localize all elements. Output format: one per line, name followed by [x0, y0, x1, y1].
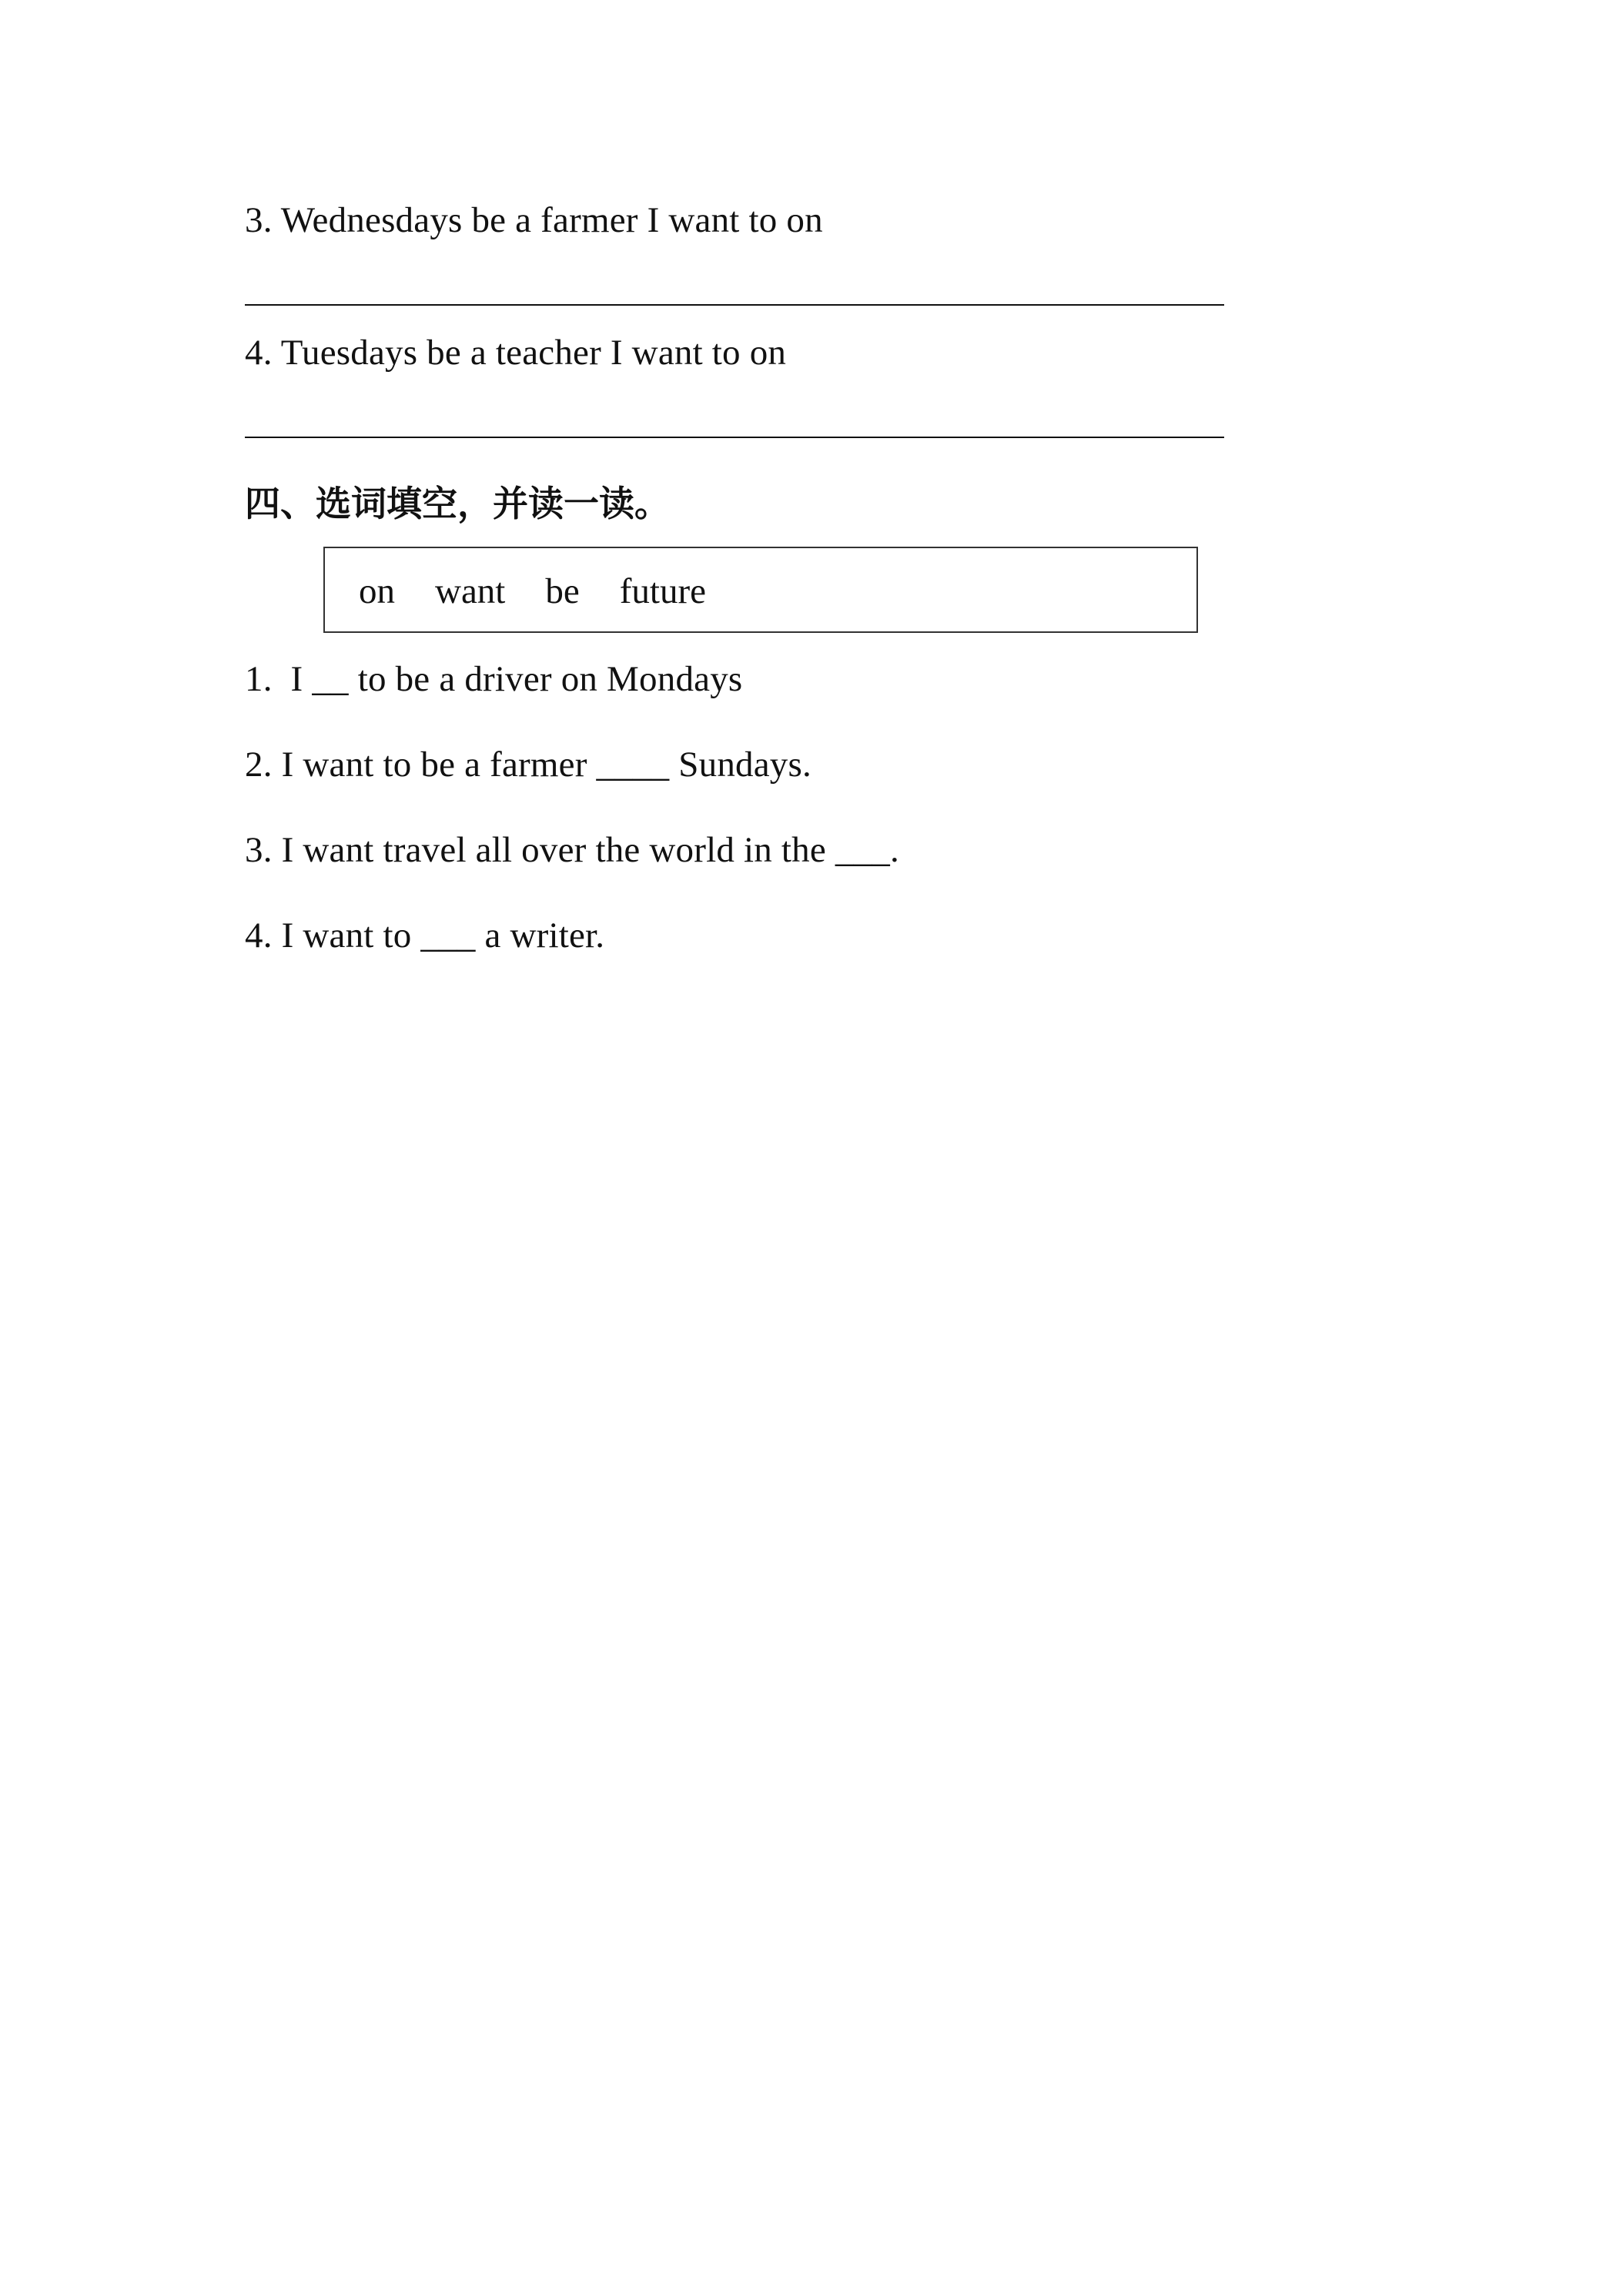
section-four-heading: 四、选词填空，并读一读。: [245, 483, 670, 524]
fill-blank-item-3: 3. I want travel all over the world in the ___.: [245, 830, 899, 870]
word-bank-word: want: [435, 571, 506, 611]
answer-line-4: [245, 437, 1224, 438]
word-bank-word: future: [619, 571, 706, 611]
reorder-item-3: 3. Wednesdays be a farmer I want to on: [245, 200, 823, 240]
reorder-item-4: 4. Tuesdays be a teacher I want to on: [245, 333, 787, 373]
word-bank-word: on: [359, 571, 395, 611]
fill-blank-item-1: 1. I __ to be a driver on Mondays: [245, 659, 743, 699]
word-bank-word: be: [545, 571, 580, 611]
word-bank: [359, 568, 706, 614]
answer-line-3: [245, 304, 1224, 306]
word-bank-box: [323, 547, 1198, 633]
fill-blank-item-2: 2. I want to be a farmer ____ Sundays.: [245, 745, 812, 785]
fill-blank-item-4: 4. I want to ___ a writer.: [245, 915, 605, 956]
